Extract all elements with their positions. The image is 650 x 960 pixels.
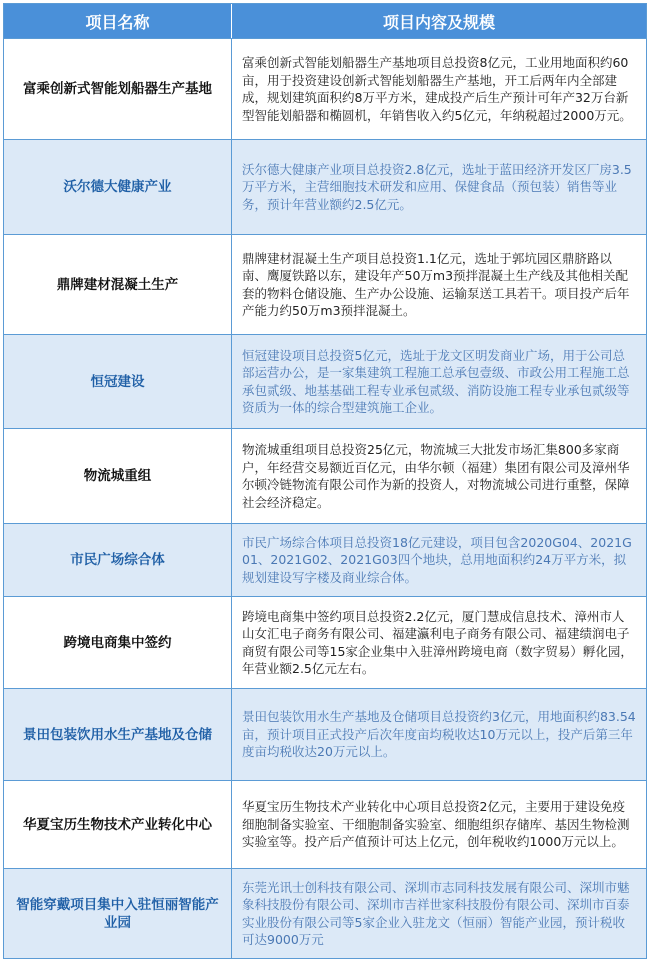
project-content: 东莞光讯士创科技有限公司、深圳市志同科技发展有限公司、深圳市魅象科技股份有限公司、深圳市吉祥世家科技股份有限公司、深圳市百泰实业股份有限公司等5家企业入驻龙文（恒丽）智能产业园，预计税收可达9000万元 bbox=[242, 879, 630, 947]
project-content: 恒冠建设项目总投资5亿元，选址于龙文区明发商业广场，用于公司总部运营办公，是一家集建筑工程施工总承包壹级、市政公用工程施工总承包贰级、地基基础工程专业承包贰级、消防设施工程专业承包贰级等资质为一体的综合型建筑施工企业。 bbox=[242, 347, 630, 415]
header-project-content: 项目内容及规模 bbox=[382, 12, 495, 32]
project-name: 沃尔德大健康产业 bbox=[4, 140, 232, 234]
project-content: 富乘创新式智能划船器生产基地项目总投资8亿元，工业用地面积约60亩，用于投资建设创新式智能划船器生产基地，开工后两年内全部建成，规划建筑面积约8万平方米，建成投产后生产预计可年产32万台新型智能划船器和椭圆机，年销售收入约5亿元，年纳税超过2000万元。 bbox=[242, 55, 632, 123]
project-content: 沃尔德大健康产业项目总投资2.8亿元，选址于蓝田经济开发区厂房3.5万平方米，主营细胞技术研发和应用、保健食品（预包装）销售等业务，预计年营业额约2.5亿元。 bbox=[242, 161, 632, 212]
table-row bbox=[4, 869, 646, 958]
project-content: 华夏宝历生物技术产业转化中心项目总投资2亿元，主要用于建设免疫细胞制备实验室、干细胞制备实验室、细胞组织存储库、基因生物检测实验室等。投产后产值预计可达上亿元，创年税收约1000万元以上。 bbox=[242, 799, 630, 850]
table-row bbox=[4, 235, 646, 335]
project-name: 富乘创新式智能划船器生产基地 bbox=[4, 39, 232, 139]
project-content: 市民广场综合体项目总投资18亿元建设，项目包含2020G04、2021G01、2021G02、2021G03四个地块，总用地面积约24万平方米，拟规划建设写字楼及商业综合体。 bbox=[242, 534, 632, 585]
table-row bbox=[4, 689, 646, 781]
project-content: 景田包装饮用水生产基地及仓储项目总投资约3亿元，用地面积约83.54亩，预计项目正式投产后次年度亩均税收达10万元以上，投产后第三年度亩均税收达20万元以上。 bbox=[242, 709, 636, 760]
project-name: 跨境电商集中签约 bbox=[4, 597, 232, 688]
project-content: 鼎牌建材混凝土生产项目总投资1.1亿元，选址于郭坑园区鼎脐路以南、鹰厦铁路以东，建设年产50万m3预拌混凝土生产线及其他相关配套的物料仓储设施、生产办公设施、运输泵送工具若干。项目投产后年产能力约50万m3预拌混凝土。 bbox=[242, 250, 630, 318]
project-name: 恒冠建设 bbox=[4, 335, 232, 428]
project-name: 华夏宝历生物技术产业转化中心 bbox=[4, 781, 232, 868]
project-name: 鼎牌建材混凝土生产 bbox=[4, 235, 232, 334]
project-name: 物流城重组 bbox=[4, 429, 232, 523]
table-row bbox=[4, 429, 646, 524]
project-content: 跨境电商集中签约项目总投资2.2亿元，厦门慧成信息技术、漳州市人山女汇电子商务有限公司、福建瀛利电子商务有限公司、福建绩润电子商贸有限公司等15家企业集中入驻漳州跨境电商（数字贸易）孵化园，年营业额2.5亿元左右。 bbox=[242, 608, 633, 676]
table-row bbox=[4, 524, 646, 597]
table-row bbox=[4, 140, 646, 235]
header-project-name: 项目名称 bbox=[4, 4, 232, 38]
table-row bbox=[4, 39, 646, 140]
table-row bbox=[4, 335, 646, 429]
table-row bbox=[4, 597, 646, 689]
project-table bbox=[3, 3, 647, 959]
table-row bbox=[4, 781, 646, 869]
table-header bbox=[4, 4, 646, 39]
project-name: 市民广场综合体 bbox=[4, 524, 232, 596]
project-name: 景田包装饮用水生产基地及仓储 bbox=[4, 689, 232, 780]
project-content: 物流城重组项目总投资25亿元，物流城三大批发市场汇集800多家商户，年经营交易额近百亿元，由华尔顿（福建）集团有限公司及漳州华尔顿冷链物流有限公司作为新的投资人，对物流城公司进行重整，保障社会经济稳定。 bbox=[242, 442, 630, 510]
project-name: 智能穿戴项目集中入驻恒丽智能产业园 bbox=[4, 869, 232, 958]
